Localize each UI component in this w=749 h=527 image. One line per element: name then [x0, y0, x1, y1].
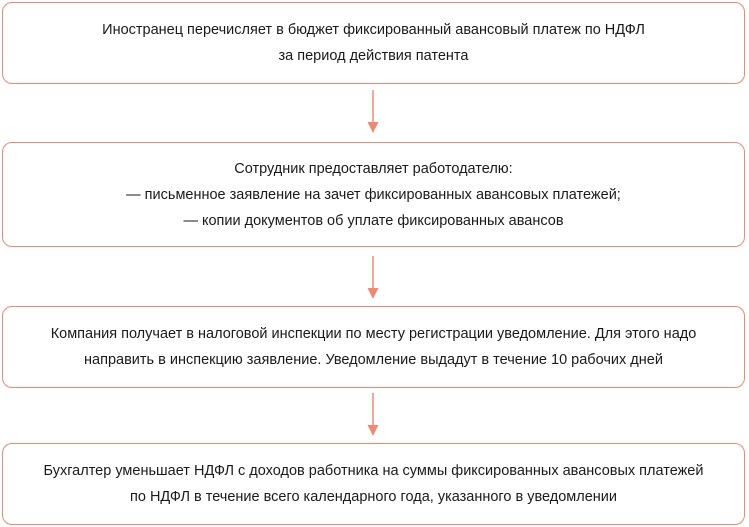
step-4-line-1: Бухгалтер уменьшает НДФЛ с доходов работника на суммы фиксированных авансовых платежей [43, 463, 704, 479]
step-2-line-2: — письменное заявление на зачет фиксированных авансовых платежей; [126, 186, 621, 203]
step-2-text [126, 156, 621, 234]
step-2-line-3: — копии документов об уплате фиксированных авансов [183, 212, 564, 229]
arrow-down-icon [367, 393, 379, 437]
step-1-line-2: за период действия патента [278, 48, 469, 64]
step-1-box [2, 2, 745, 84]
step-3-line-2: направить в инспекцию заявление. Уведомление выдадут в течение 10 рабочих дней [84, 352, 663, 368]
arrow-down-icon [367, 90, 379, 134]
step-3-text [51, 321, 697, 373]
step-2-box [2, 142, 745, 247]
step-4-line-2: по НДФЛ в течение всего календарного года, указанного в уведомлении [130, 489, 617, 505]
step-1-line-1: Иностранец перечисляет в бюджет фиксированный авансовый платеж по НДФЛ [102, 22, 645, 38]
step-1-text [102, 17, 645, 69]
arrow-down-icon [367, 256, 379, 300]
step-3-line-1: Компания получает в налоговой инспекции по месту регистрации уведомление. Для этого надо [50, 326, 697, 342]
step-2-line-1: Сотрудник предоставляет работодателю: [234, 160, 513, 177]
step-4-text [44, 458, 704, 510]
step-3-box [2, 306, 745, 388]
step-4-box [2, 443, 745, 525]
